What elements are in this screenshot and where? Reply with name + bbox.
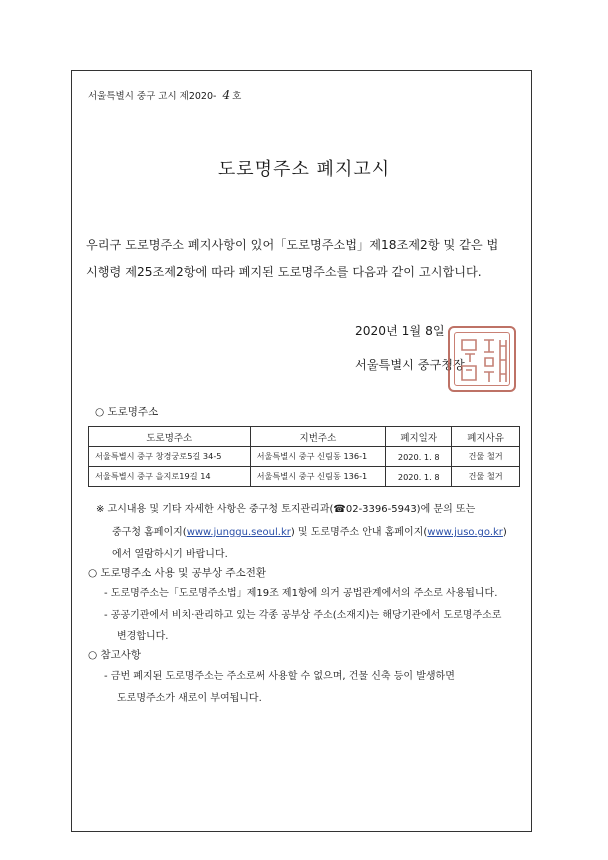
juso-homepage-link[interactable]: www.juso.go.kr	[427, 527, 503, 538]
conversion-item-2a: - 공공기관에서 비치·관리하고 있는 각종 공부상 주소(소재지)는 해당기관에서 도로명주소로	[104, 610, 502, 621]
conversion-item-2b: 변경합니다.	[117, 631, 169, 642]
official-seal	[448, 326, 516, 392]
cell-road-address: 서울특별시 중구 을지로19길 14	[89, 467, 251, 487]
note-text-b: ) 및 도로명주소 안내 홈페이지(	[290, 527, 428, 538]
cell-reason: 건물 철거	[452, 467, 520, 487]
body-line-2: 시행령 제25조제2항에 따라 폐지된 도로명주소를 다음과 같이 고시합니다.	[86, 265, 482, 279]
seal-glyph-icon	[456, 334, 512, 388]
column-header-date: 폐지일자	[386, 427, 452, 447]
junggu-homepage-link[interactable]: www.junggu.seoul.kr	[186, 527, 291, 538]
notice-number-line	[88, 88, 241, 102]
column-header-road: 도로명주소	[89, 427, 251, 447]
issuer-name: 서울특별시 중구청장	[355, 358, 465, 372]
note-line-2	[112, 523, 507, 538]
reference-item-1b: 도로명주소가 새로이 부여됩니다.	[117, 693, 262, 704]
column-header-lot: 지번주소	[250, 427, 386, 447]
road-address-table	[88, 426, 520, 487]
notice-date: 2020년 1월 8일	[355, 324, 445, 338]
cell-lot-address: 서울특별시 중구 신림동 136-1	[250, 447, 386, 467]
notice-number: 4	[222, 88, 231, 102]
note-line-3: 에서 열람하시기 바랍니다.	[112, 549, 228, 560]
cell-date: 2020. 1. 8	[386, 467, 452, 487]
note-line-1: ※ 고시내용 및 기타 자세한 사항은 중구청 토지관리과(☎02-3396-5943)에 문의 또는	[96, 504, 476, 515]
body-line-1: 우리구 도로명주소 폐지사항이 있어「도로명주소법」제18조제2항 및 같은 법	[86, 238, 499, 252]
section-road-address-heading: ○ 도로명주소	[95, 406, 159, 418]
section-conversion-heading: ○ 도로명주소 사용 및 공부상 주소전환	[88, 567, 266, 579]
notice-suffix: 호	[232, 91, 242, 102]
table-row	[89, 467, 520, 487]
conversion-item-1: - 도로명주소는「도로명주소법」제19조 제1항에 의거 공법관계에서의 주소로 사용됩니다.	[104, 588, 498, 599]
section-reference-heading: ○ 참고사항	[88, 649, 142, 661]
cell-road-address: 서울특별시 중구 창경궁로5길 34-5	[89, 447, 251, 467]
cell-date: 2020. 1. 8	[386, 447, 452, 467]
page-title: 도로명주소 폐지고시	[217, 159, 391, 180]
table-row	[89, 447, 520, 467]
table-header-row	[89, 427, 520, 447]
reference-item-1a: - 금번 폐지된 도로명주소는 주소로써 사용할 수 없으며, 건물 신축 등이 발생하면	[104, 671, 455, 682]
note-text-a: 중구청 홈페이지(	[112, 527, 187, 538]
notice-prefix: 서울특별시 중구 고시 제2020-	[88, 91, 217, 102]
cell-lot-address: 서울특별시 중구 신림동 136-1	[250, 467, 386, 487]
cell-reason: 건물 철거	[452, 447, 520, 467]
column-header-reason: 폐지사유	[452, 427, 520, 447]
note-text-c: )	[502, 527, 507, 538]
